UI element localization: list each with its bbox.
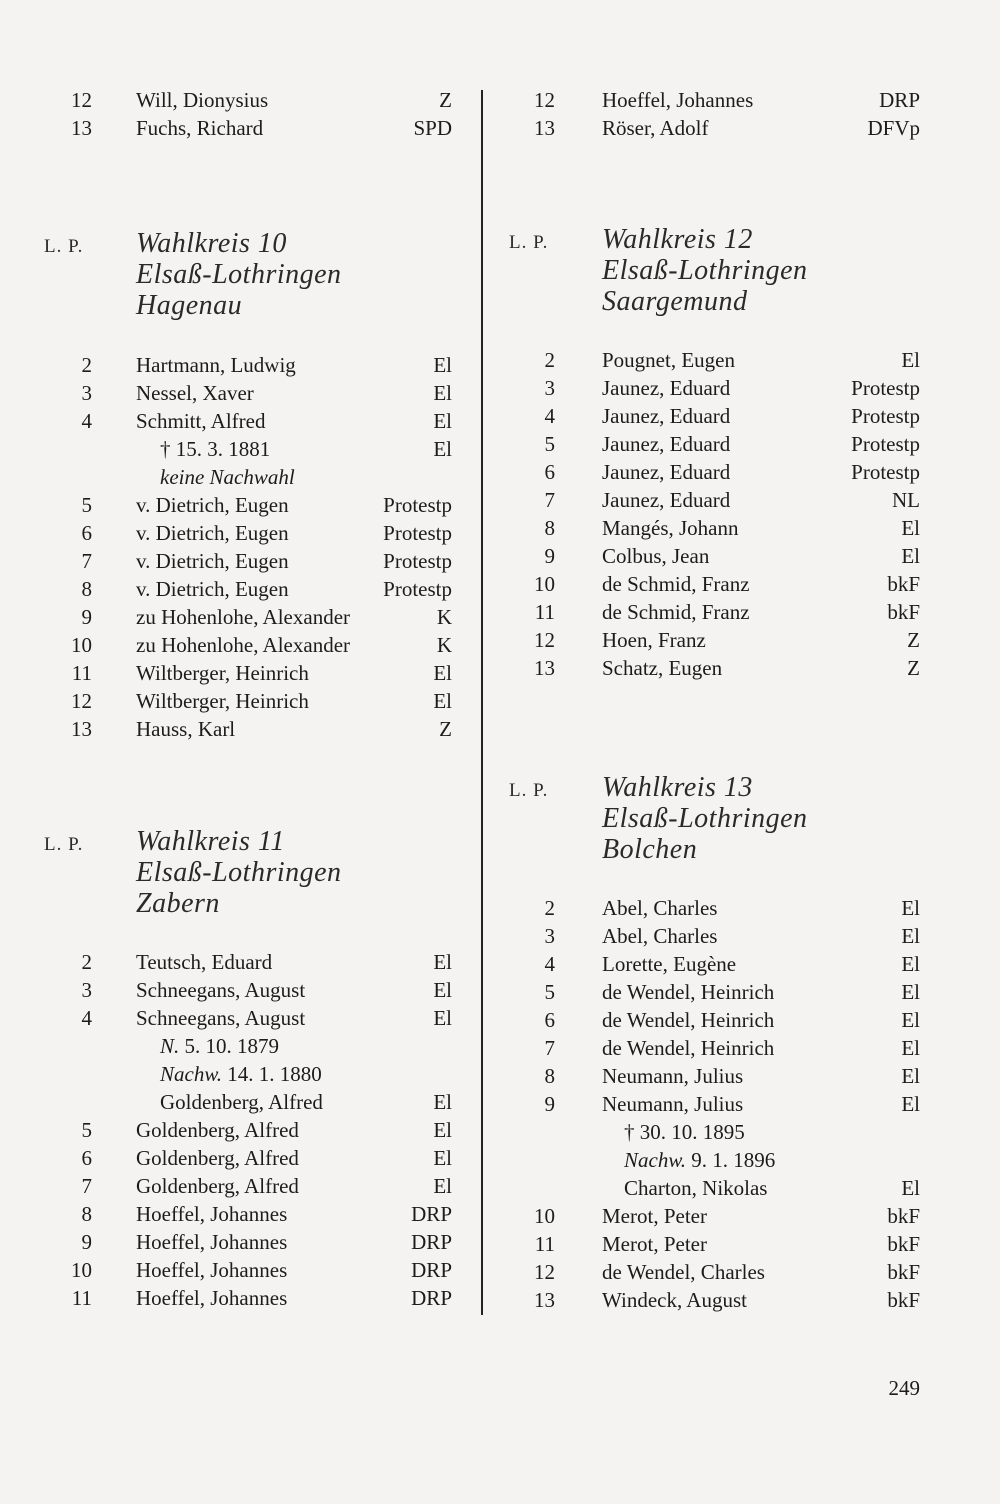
lp-label: L. P. — [44, 236, 84, 257]
member-name: Hoeffel, Johannes — [136, 1230, 288, 1254]
wahlkreis-10-title-line: Wahlkreis 10 — [136, 228, 287, 259]
member-name: Wiltberger, Heinrich — [136, 661, 309, 685]
party-label: K — [436, 633, 452, 657]
period-number: 3 — [81, 978, 92, 1002]
table-row — [0, 514, 1000, 542]
party-label: El — [901, 1008, 920, 1032]
member-name: Merot, Peter — [602, 1232, 707, 1256]
period-number: 5 — [544, 432, 555, 456]
member-name: Merot, Peter — [602, 1204, 707, 1228]
wahlkreis-11-title-line: Elsaß-Lothringen — [136, 857, 342, 888]
period-number: 13 — [534, 656, 555, 680]
period-number: 9 — [544, 544, 555, 568]
table-row — [0, 114, 1000, 142]
period-number: 13 — [71, 116, 92, 140]
wahlkreis-12-title-line: Saargemund — [602, 286, 748, 317]
period-number: 5 — [81, 1118, 92, 1142]
period-number: 9 — [81, 1230, 92, 1254]
member-name: Nessel, Xaver — [136, 381, 254, 405]
member-name: zu Hohenlohe, Alexander — [136, 605, 351, 629]
table-row — [0, 430, 1000, 458]
party-label: El — [433, 1174, 452, 1198]
table-row — [0, 346, 1000, 374]
period-number: 3 — [81, 381, 92, 405]
party-label: El — [901, 516, 920, 540]
period-number: 6 — [81, 521, 92, 545]
party-label: bkF — [887, 600, 920, 624]
member-name: Neumann, Julius — [602, 1064, 744, 1088]
party-label: DRP — [411, 1230, 452, 1254]
member-name: Hoeffel, Johannes — [602, 88, 754, 112]
member-name: Pougnet, Eugen — [602, 348, 735, 372]
table-row — [0, 1258, 1000, 1286]
table-row — [0, 542, 1000, 570]
member-name: Teutsch, Eduard — [136, 950, 273, 974]
party-label: DRP — [411, 1286, 452, 1310]
party-label: DRP — [411, 1202, 452, 1226]
party-label: El — [433, 1090, 452, 1114]
period-number: 3 — [544, 924, 555, 948]
wahlkreis-13-title-line: Wahlkreis 13 — [602, 772, 753, 803]
table-row — [0, 374, 1000, 402]
party-label: El — [901, 348, 920, 372]
period-number: 7 — [81, 1174, 92, 1198]
party-label: El — [901, 1176, 920, 1200]
party-label: El — [433, 950, 452, 974]
period-number: 4 — [544, 952, 555, 976]
table-row — [0, 1062, 1000, 1090]
period-number: 12 — [534, 628, 555, 652]
period-number: 6 — [544, 460, 555, 484]
page-number: 249 — [888, 1376, 920, 1400]
member-name: Hoeffel, Johannes — [136, 1202, 288, 1226]
wahlkreis-10-title-line: Elsaß-Lothringen — [136, 259, 342, 290]
period-number: 8 — [544, 516, 555, 540]
member-name: Schneegans, August — [136, 978, 306, 1002]
table-row — [0, 1174, 1000, 1202]
member-name: Fuchs, Richard — [136, 116, 264, 140]
member-name: Mangés, Johann — [602, 516, 739, 540]
party-label: Protestp — [851, 404, 920, 428]
period-number: 2 — [81, 353, 92, 377]
member-name: Jaunez, Eduard — [602, 488, 731, 512]
member-name: † 15. 3. 1881 — [160, 437, 271, 461]
member-name: de Wendel, Heinrich — [602, 980, 775, 1004]
member-name: Hoen, Franz — [602, 628, 706, 652]
period-number: 13 — [534, 116, 555, 140]
member-name: keine Nachwahl — [160, 465, 295, 489]
table-row — [0, 715, 1000, 743]
member-name: v. Dietrich, Eugen — [136, 549, 289, 573]
table-row — [0, 486, 1000, 514]
party-label: bkF — [887, 1232, 920, 1256]
party-label: DRP — [411, 1258, 452, 1282]
party-label: El — [433, 661, 452, 685]
table-row — [0, 626, 1000, 654]
party-label: El — [433, 353, 452, 377]
period-number: 2 — [544, 348, 555, 372]
table-row — [0, 1146, 1000, 1174]
period-number: 4 — [81, 409, 92, 433]
table-row — [0, 86, 1000, 114]
period-number: 8 — [81, 1202, 92, 1226]
party-label: Protestp — [851, 432, 920, 456]
member-name: Schmitt, Alfred — [136, 409, 266, 433]
wahlkreis-13-title-line: Elsaß-Lothringen — [602, 803, 808, 834]
party-label: Protestp — [851, 460, 920, 484]
period-number: 12 — [71, 88, 92, 112]
member-name: Goldenberg, Alfred — [160, 1090, 323, 1114]
party-label: El — [433, 381, 452, 405]
wahlkreis-11-title-line: Wahlkreis 11 — [136, 826, 285, 857]
member-name: Wiltberger, Heinrich — [136, 689, 309, 713]
member-name: Abel, Charles — [602, 924, 718, 948]
period-number: 4 — [81, 1006, 92, 1030]
member-name: Colbus, Jean — [602, 544, 710, 568]
member-name: Will, Dionysius — [136, 88, 269, 112]
period-number: 11 — [534, 600, 555, 624]
member-name: Jaunez, Eduard — [602, 376, 731, 400]
period-number: 2 — [544, 896, 555, 920]
party-label: El — [901, 1064, 920, 1088]
member-name: Lorette, Eugène — [602, 952, 737, 976]
member-name: Hoeffel, Johannes — [136, 1286, 288, 1310]
party-label: El — [433, 1118, 452, 1142]
wahlkreis-11-title-line: Zabern — [136, 888, 220, 919]
member-name: v. Dietrich, Eugen — [136, 521, 289, 545]
period-number: 9 — [81, 605, 92, 629]
table-row — [0, 894, 1000, 922]
party-label: El — [433, 978, 452, 1002]
table-row — [0, 654, 1000, 682]
party-label: Z — [907, 628, 920, 652]
party-label: El — [433, 409, 452, 433]
period-number: 10 — [71, 633, 92, 657]
member-name: v. Dietrich, Eugen — [136, 493, 289, 517]
party-label: El — [433, 689, 452, 713]
period-number: 11 — [71, 1286, 92, 1310]
member-name: Schatz, Eugen — [602, 656, 723, 680]
period-number: 11 — [534, 1232, 555, 1256]
wahlkreis-12-title-line: Wahlkreis 12 — [602, 224, 753, 255]
party-label: Protestp — [383, 493, 452, 517]
member-name: Nachw. 9. 1. 1896 — [624, 1148, 776, 1172]
period-number: 7 — [544, 1036, 555, 1060]
table-row — [0, 978, 1000, 1006]
party-label: El — [433, 437, 452, 461]
member-name: Abel, Charles — [602, 896, 718, 920]
party-label: DFVp — [867, 116, 920, 140]
table-row — [0, 1006, 1000, 1034]
member-name: Nachw. 14. 1. 1880 — [160, 1062, 322, 1086]
table-row — [0, 687, 1000, 715]
period-number: 3 — [544, 376, 555, 400]
member-name: Goldenberg, Alfred — [136, 1174, 299, 1198]
party-label: Protestp — [383, 549, 452, 573]
member-name: Jaunez, Eduard — [602, 404, 731, 428]
party-label: El — [901, 980, 920, 1004]
period-number: 5 — [81, 493, 92, 517]
period-number: 6 — [544, 1008, 555, 1032]
member-name: de Schmid, Franz — [602, 600, 750, 624]
member-name: Goldenberg, Alfred — [136, 1118, 299, 1142]
party-label: NL — [892, 488, 920, 512]
member-name: zu Hohenlohe, Alexander — [136, 633, 351, 657]
table-row — [0, 1034, 1000, 1062]
period-number: 10 — [71, 1258, 92, 1282]
table-row — [0, 458, 1000, 486]
party-label: El — [433, 1146, 452, 1170]
period-number: 8 — [544, 1064, 555, 1088]
party-label: Protestp — [383, 521, 452, 545]
table-row — [0, 570, 1000, 598]
table-row — [0, 1230, 1000, 1258]
period-number: 10 — [534, 1204, 555, 1228]
party-label: El — [901, 952, 920, 976]
party-label: Protestp — [851, 376, 920, 400]
member-name: Goldenberg, Alfred — [136, 1146, 299, 1170]
lp-label: L. P. — [509, 780, 549, 801]
member-name: de Wendel, Heinrich — [602, 1008, 775, 1032]
lp-label: L. P. — [44, 834, 84, 855]
party-label: Protestp — [383, 577, 452, 601]
period-number: 8 — [81, 577, 92, 601]
party-label: Z — [907, 656, 920, 680]
table-row — [0, 1202, 1000, 1230]
period-number: 2 — [81, 950, 92, 974]
wahlkreis-12-title-line: Elsaß-Lothringen — [602, 255, 808, 286]
table-row — [0, 1286, 1000, 1314]
member-name: Charton, Nikolas — [624, 1176, 768, 1200]
member-name: Röser, Adolf — [602, 116, 709, 140]
period-number: 5 — [544, 980, 555, 1004]
party-label: Z — [439, 88, 452, 112]
party-label: DRP — [879, 88, 920, 112]
party-label: Z — [439, 717, 452, 741]
party-label: El — [901, 896, 920, 920]
party-label: El — [901, 544, 920, 568]
party-label: bkF — [887, 1288, 920, 1312]
period-number: 12 — [534, 88, 555, 112]
member-name: Schneegans, August — [136, 1006, 306, 1030]
party-label: bkF — [887, 572, 920, 596]
period-number: 10 — [534, 572, 555, 596]
period-number: 13 — [71, 717, 92, 741]
member-name: de Schmid, Franz — [602, 572, 750, 596]
wahlkreis-10-title-line: Hagenau — [136, 290, 243, 321]
wahlkreis-13-title-line: Bolchen — [602, 834, 698, 865]
period-number: 13 — [534, 1288, 555, 1312]
party-label: El — [901, 1092, 920, 1116]
member-name: Hoeffel, Johannes — [136, 1258, 288, 1282]
member-name: Windeck, August — [602, 1288, 747, 1312]
period-number: 12 — [71, 689, 92, 713]
lp-label: L. P. — [509, 232, 549, 253]
table-row — [0, 1090, 1000, 1118]
party-label: SPD — [413, 116, 452, 140]
member-name: de Wendel, Charles — [602, 1260, 765, 1284]
period-number: 7 — [544, 488, 555, 512]
table-row — [0, 950, 1000, 978]
party-label: bkF — [887, 1260, 920, 1284]
period-number: 9 — [544, 1092, 555, 1116]
member-name: Hartmann, Ludwig — [136, 353, 296, 377]
member-name: Jaunez, Eduard — [602, 460, 731, 484]
member-name: v. Dietrich, Eugen — [136, 577, 289, 601]
period-number: 12 — [534, 1260, 555, 1284]
table-row — [0, 922, 1000, 950]
table-row — [0, 1118, 1000, 1146]
member-name: Hauss, Karl — [136, 717, 236, 741]
party-label: K — [436, 605, 452, 629]
table-row — [0, 598, 1000, 626]
period-number: 4 — [544, 404, 555, 428]
period-number: 6 — [81, 1146, 92, 1170]
member-name: de Wendel, Heinrich — [602, 1036, 775, 1060]
period-number: 7 — [81, 549, 92, 573]
party-label: El — [901, 924, 920, 948]
member-name: Neumann, Julius — [602, 1092, 744, 1116]
party-label: El — [901, 1036, 920, 1060]
party-label: bkF — [887, 1204, 920, 1228]
member-name: † 30. 10. 1895 — [624, 1120, 745, 1144]
period-number: 11 — [71, 661, 92, 685]
table-row — [0, 402, 1000, 430]
member-name: N. 5. 10. 1879 — [160, 1034, 280, 1058]
member-name: Jaunez, Eduard — [602, 432, 731, 456]
party-label: El — [433, 1006, 452, 1030]
